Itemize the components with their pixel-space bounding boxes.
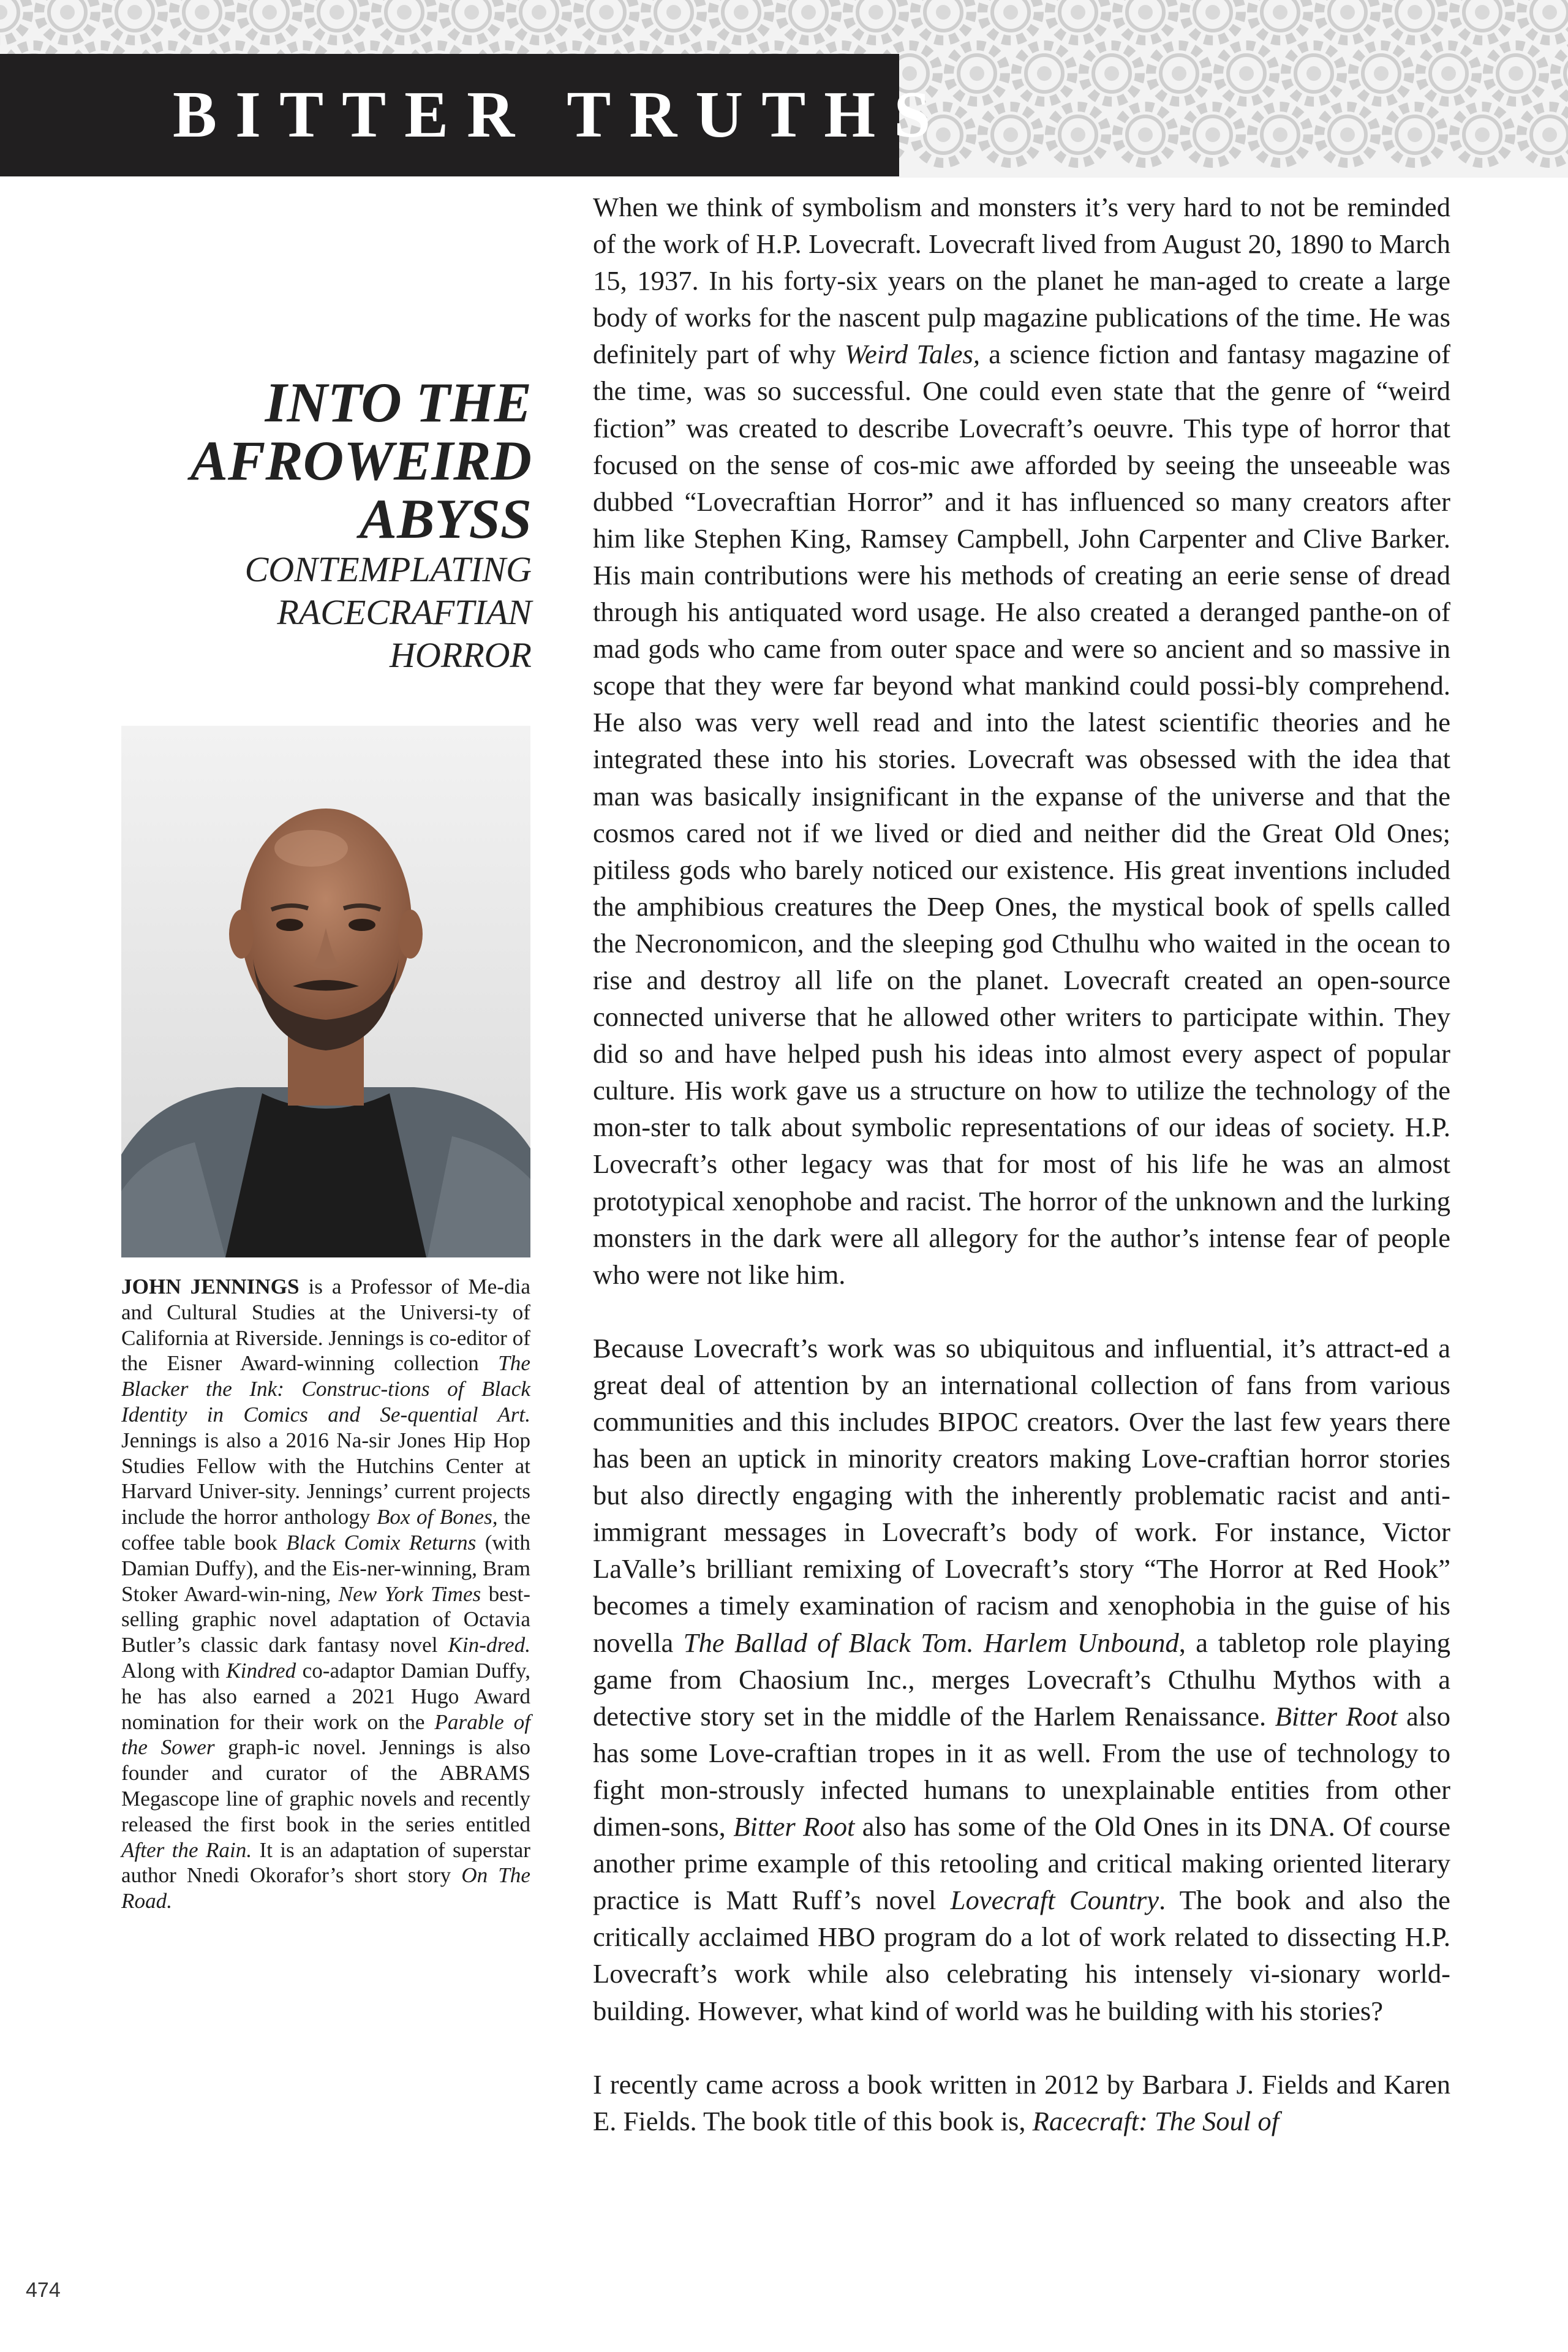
heading-line-3: ABYSS: [359, 488, 532, 550]
section-title: BITTER TRUTHS: [173, 78, 949, 151]
author-name: JOHN JENNINGS: [121, 1275, 300, 1298]
gear-icon: [1117, 0, 1174, 40]
author-bio: [121, 1274, 530, 1914]
article-body: [593, 189, 1450, 2176]
body-text: also has some of the Old Ones in its DNA. Of course another prime example of this retooling and critical making oriented literary practice is Matt Ruff’s novel: [593, 1811, 1450, 1916]
gear-icon: [511, 0, 567, 40]
gear-icon: [1420, 45, 1477, 102]
gear-icon: [1353, 45, 1409, 102]
gear-icon: [1521, 0, 1568, 40]
bio-italic: On The Road.: [121, 1863, 530, 1913]
gear-icon: [1454, 107, 1510, 163]
gear-icon: [848, 0, 904, 40]
body-text: I recently came across a book written in 2012 by Barbara J. Fields and Karen E. Fields. The book title of this book is,: [593, 2068, 1450, 2136]
gear-icon: [1185, 107, 1241, 163]
gear-icon: [241, 0, 298, 40]
gear-icon: [1286, 45, 1342, 102]
subheading-line-2: RACECRAFTIAN: [277, 592, 532, 632]
gear-icon: [1555, 45, 1568, 102]
gear-icon: [1521, 107, 1568, 163]
bio-italic: New York Times: [338, 1581, 481, 1606]
gear-icon: [1151, 45, 1207, 102]
gear-icon: [376, 0, 432, 40]
gear-icon: [1050, 107, 1106, 163]
body-text: . The book and also the critically acclaimed HBO program do a lot of work related to dissecting H.P. Lovecraft’s work while also celebrating his intensely vi-sionary world-building. However, what kind of world was he building with his stories?: [593, 1885, 1450, 2026]
gear-icon: [1387, 0, 1443, 40]
title-bar: [0, 54, 949, 176]
page-number: 474: [26, 2278, 61, 2302]
bio-italic: Kin-dred.: [448, 1633, 530, 1657]
subheading-line-1: CONTEMPLATING: [244, 549, 532, 589]
body-italic: Bitter Root: [1275, 1700, 1398, 1732]
body-italic: Racecraft: The Soul of: [1032, 2105, 1280, 2136]
gear-icon: [949, 45, 1005, 102]
gear-icon: [1454, 0, 1510, 40]
gear-icon: [1488, 45, 1544, 102]
bio-text: is a Professor of Me-dia and Cultural Studies at the Universi-ty of California at Riverside. Jennings is co-editor of the Eisner Award-winning collection: [121, 1275, 530, 1376]
subheading-line-3: HORROR: [390, 635, 532, 675]
paragraph-2: [593, 1330, 1450, 2029]
gear-icon: [713, 0, 769, 40]
bio-italic: Kindred: [226, 1658, 296, 1683]
gear-icon: [646, 0, 702, 40]
heading-line-2: AFROWEIRD: [190, 429, 532, 492]
gear-icon: [0, 0, 28, 40]
body-italic: The Ballad of Black Tom. Harlem Unbound: [683, 1627, 1179, 1658]
gear-icon: [1319, 107, 1376, 163]
bio-italic: The Blacker the Ink: Construc-tions of Black Identity in Comics and Se-quential Art.: [121, 1351, 530, 1427]
bio-text: best-selling graphic novel adaptation of Octavia Butler’s classic dark fantasy novel: [121, 1581, 530, 1657]
gear-icon: [1084, 45, 1140, 102]
bio-italic: Box of Bones,: [376, 1505, 498, 1529]
gear-icon: [107, 0, 163, 40]
body-text: also has some Love-craftian tropes in it as well. From the use of technology to fight mon-strously infected humans to unexplainable entities from other dimen-sons,: [593, 1700, 1450, 1842]
bio-text: (with Damian Duffy), and the Eis-ner-winning, Bram Stoker Award-win-ning,: [121, 1530, 531, 1606]
bio-text: graph-ic novel. Jennings is also founder and curator of the ABRAMS Megascope line of graphic novels and recently released the first book in the series entitled: [121, 1735, 530, 1836]
gear-icon: [578, 0, 635, 40]
gear-icon: [1252, 107, 1308, 163]
body-italic: Weird Tales,: [844, 339, 981, 370]
paragraph-1: [593, 189, 1450, 1293]
bio-text: Jennings is also a 2016 Na-sir Jones Hip Hop Studies Fellow with the Hutchins Center at Harvard Univer-sity. Jennings’ current projects include the horror anthology: [121, 1428, 530, 1529]
paragraph-3: [593, 2066, 1450, 2139]
gear-icon: [1050, 0, 1106, 40]
bio-text: Along with: [121, 1658, 227, 1683]
gear-icon: [39, 0, 96, 40]
gear-icon: [443, 0, 500, 40]
bio-italic: Black Comix Returns: [286, 1530, 477, 1555]
gear-icon: [1218, 45, 1275, 102]
author-portrait: [121, 726, 530, 1257]
article-heading: [116, 371, 532, 677]
gear-icon: [1185, 0, 1241, 40]
bio-text: It is an adaptation of superstar author Nnedi Okorafor’s short story: [121, 1838, 530, 1888]
gear-icon: [1016, 45, 1072, 102]
body-italic: Lovecraft Country: [950, 1885, 1159, 1916]
gear-icon: [982, 0, 1039, 40]
portrait-illustration: [121, 726, 530, 1257]
body-text: a science fiction and fantasy magazine of the time, was so successful. One could even state that the genre of “weird fiction” was created to describe Lovecraft’s oeuvre. This type of horror that focused on the sense of cos-mic awe afforded by seeing the unseeable was dubbed “Lovecraftian Horror” and it has influenced so many creators after him like Stephen King, Ramsey Campbell, John Carpenter and Clive Barker. His main contributions were his methods of creating an eerie sense of dread through his antiquated word usage. He also created a deranged panthe-on of mad gods who came from outer space and were so ancient and so massive in scope that they were far beyond what mankind could possi-bly comprehend. He also was very well read and into the latest scientific theories and he integrated these into his stories. Lovecraft was obsessed with the idea that man was basically insignificant in the expanse of the universe and that the cosmos cared not if we lived or died and neither did the Great Old Ones; pitiless gods who barely noticed our existence. His great inventions included the amphibious creatures the Deep Ones, the mystical book of spells called the Necronomicon, and the sleeping god Cthulhu who waited in the ocean to rise and destroy all life on the planet. Lovecraft created an open-source connected universe that he allowed other writers to participate within. They did so and have helped push his ideas into almost every aspect of popular culture. His work gave us a structure on how to utilize the technology of the mon-ster to talk about symbolic representations of our ideas of society. H.P. Lovecraft’s other legacy was that for most of his life he was an almost prototypical xenophobe and racist. The horror of the unknown and the lurking monsters in the dark were all allegory for the author’s intense fear of people who were not like him.: [593, 339, 1450, 1290]
bio-text: co-adaptor Damian Duffy, he has also earned a 2021 Hugo Award nomination for their work on the: [121, 1658, 530, 1734]
gear-icon: [1252, 0, 1308, 40]
bio-italic: Parable of the Sower: [121, 1709, 530, 1760]
gear-icon: [174, 0, 230, 40]
body-italic: Bitter Root: [733, 1811, 855, 1842]
gear-icon: [780, 0, 837, 40]
heading-line-1: INTO THE: [265, 371, 532, 434]
body-text: , a tabletop role playing game from Chaosium Inc., merges Lovecraft’s Cthulhu Mythos with a detective story set in the middle of the Harlem Renaissance.: [593, 1627, 1450, 1732]
gear-icon: [1387, 107, 1443, 163]
gear-icon: [982, 107, 1039, 163]
gear-icon: [915, 0, 971, 40]
gear-icon: [1319, 0, 1376, 40]
body-text: When we think of symbolism and monsters it’s very hard to not be reminded of the work of H.P. Lovecraft. Lovecraft lived from August 20, 1890 to March 15, 1937. In his forty-six years on the planet he man-aged to create a large body of works for the nascent pulp magazine publications of the time. He was definitely part of why: [593, 192, 1450, 370]
gear-icon: [1117, 107, 1174, 163]
gear-icon: [309, 0, 365, 40]
bio-italic: After the Rain.: [121, 1838, 252, 1862]
bio-text: the coffee table book: [121, 1505, 530, 1555]
body-text: Because Lovecraft’s work was so ubiquitous and influential, it’s attract-ed a great deal of attention by an international collection of fans from various communities and this includes BIPOC creators. Over the last few years there has been an uptick in minority creators making Love-craftian horror stories but also directly engaging with the inherently problematic racist and anti-immigrant messages in Lovecraft’s body of work. For instance, Victor LaValle’s brilliant remixing of Lovecraft’s story “The Horror at Red Hook” becomes a timely examination of racism and xenophobia in the guise of his novella: [593, 1332, 1450, 1658]
